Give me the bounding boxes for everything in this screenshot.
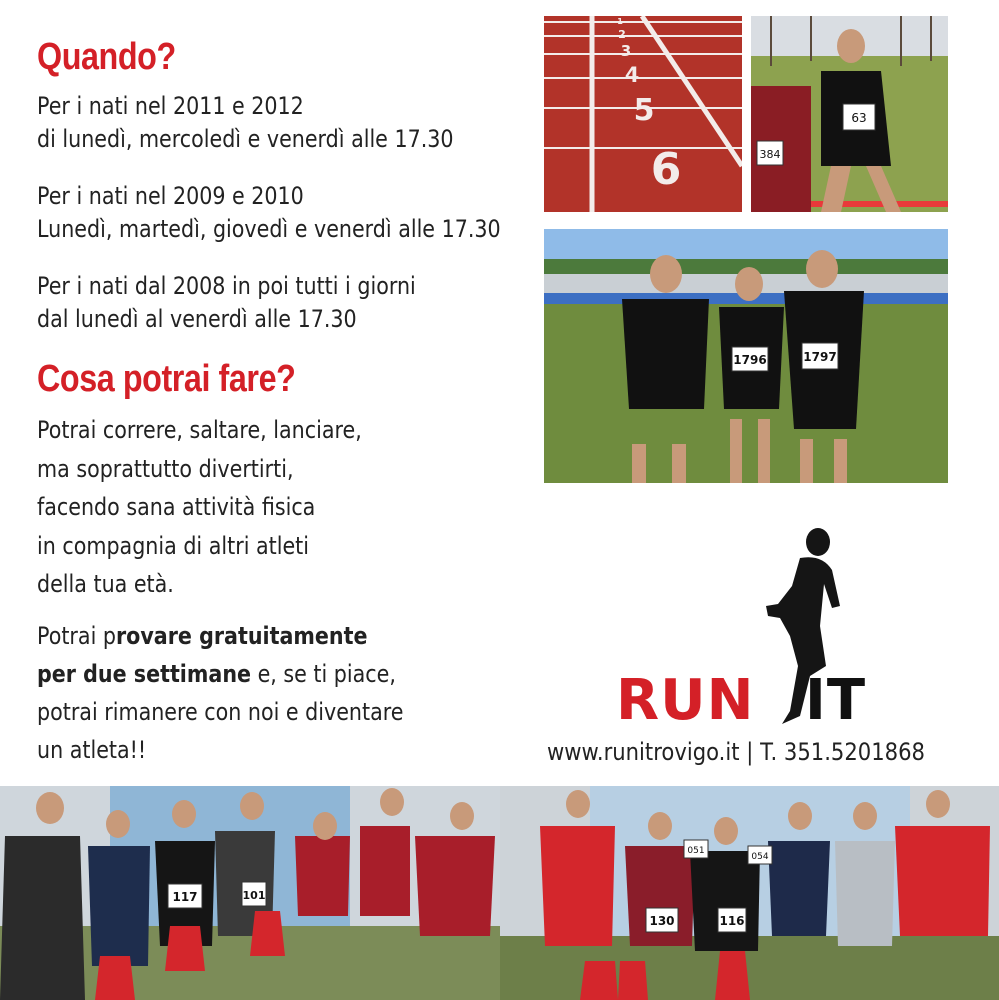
schedule-line: di lunedì, mercoledì e venerdì alle 17.30 bbox=[37, 125, 454, 153]
track-lanes-photo bbox=[544, 16, 742, 212]
schedule-line: Per i nati dal 2008 in poi tutti i giorni bbox=[37, 272, 416, 300]
lane-number: 2 bbox=[618, 28, 626, 41]
athletes-group-photo bbox=[544, 229, 948, 483]
trial-bold-text: per due settimane bbox=[37, 660, 252, 688]
what-heading: Cosa potrai fare? bbox=[37, 358, 296, 400]
activities-line: facendo sana attività fisica bbox=[37, 493, 316, 521]
podium-right-graphic bbox=[500, 786, 999, 1000]
podium-bib: 054 bbox=[751, 852, 769, 862]
trial-text: un atleta!! bbox=[37, 736, 147, 764]
podium-bib: 130 bbox=[649, 914, 675, 928]
athletes-group-graphic bbox=[544, 229, 948, 483]
runner-bib: 384 bbox=[759, 148, 781, 161]
schedule-group-1 bbox=[37, 90, 454, 156]
podium-left-graphic bbox=[0, 786, 500, 1000]
activities-line: ma soprattutto divertirti, bbox=[37, 454, 294, 483]
logo-run-text: RUN bbox=[616, 668, 755, 733]
schedule-line: Per i nati nel 2009 e 2010 bbox=[37, 182, 304, 210]
cross-country-graphic bbox=[751, 16, 948, 212]
trial-text: potrai rimanere con noi e diventare bbox=[37, 698, 404, 726]
trial-text: e, se ti piace, bbox=[251, 660, 396, 688]
schedule-line: dal lunedì al venerdì alle 17.30 bbox=[37, 305, 357, 333]
activities-paragraph bbox=[37, 411, 362, 604]
logo-it-text: IT bbox=[805, 668, 867, 733]
podium-bib: 117 bbox=[172, 890, 198, 904]
schedule-line: Per i nati nel 2011 e 2012 bbox=[37, 92, 304, 120]
contact-info: www.runitrovigo.it | T. 351.5201868 bbox=[547, 738, 925, 766]
activities-line: Potrai correre, saltare, lanciare, bbox=[37, 416, 362, 444]
when-heading: Quando? bbox=[37, 36, 176, 78]
podium-bib: 051 bbox=[687, 846, 705, 856]
track-lanes-graphic bbox=[544, 16, 742, 212]
lane-number: 3 bbox=[620, 42, 632, 60]
cross-country-photo bbox=[751, 16, 948, 212]
athlete-bib: 1796 bbox=[733, 353, 767, 367]
lane-number: 5 bbox=[633, 93, 655, 128]
schedule-group-2 bbox=[37, 180, 501, 246]
schedule-group-3 bbox=[37, 270, 416, 336]
lane-number: 1 bbox=[617, 17, 623, 26]
athlete-bib: 1797 bbox=[803, 350, 837, 364]
lane-number: 6 bbox=[650, 144, 682, 195]
podium-right-photo bbox=[500, 786, 999, 1000]
activities-line: in compagnia di altri atleti bbox=[37, 531, 309, 560]
podium-bib: 116 bbox=[719, 914, 745, 928]
lane-number: 4 bbox=[624, 63, 640, 87]
activities-line: della tua età. bbox=[37, 570, 174, 598]
podium-left-photo bbox=[0, 786, 500, 1000]
trial-text: Potrai p bbox=[37, 622, 116, 650]
schedule-line: Lunedì, martedì, giovedì e venerdì alle 17.30 bbox=[37, 215, 501, 243]
trial-bold-text: rovare gratuitamente bbox=[115, 622, 368, 650]
trial-paragraph bbox=[37, 617, 403, 769]
podium-bib: 101 bbox=[242, 889, 266, 902]
runner-bib: 63 bbox=[851, 111, 867, 125]
